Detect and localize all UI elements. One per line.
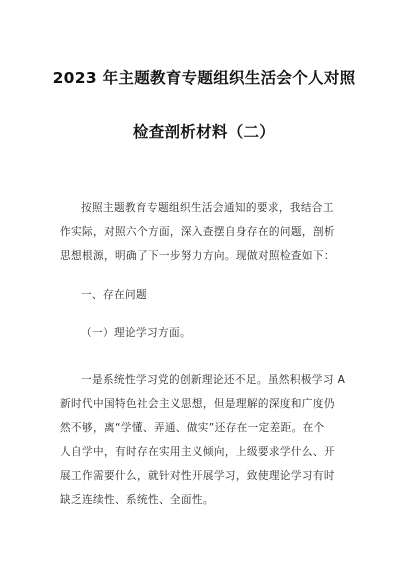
intro-line: 思想根源，明确了下一步努力方向。现做对照检查如下： (60, 250, 335, 262)
body-line: 展工作需要什么，就针对性开展学习，致使理论学习有时 (60, 470, 335, 482)
subsection-heading: （一）理论学习方面。 (81, 327, 191, 339)
intro-line: 作实际，对照六个方面，深入查摆自身存在的问题，剖析 (60, 226, 335, 238)
intro-line: 按照主题教育专题组织生活会通知的要求，我结合工 (81, 202, 334, 214)
document-title-line-2: 检查剖析材料（二） (132, 123, 276, 141)
body-line: 新时代中国特色社会主义思想，但是理解的深度和广度仍 (60, 398, 335, 410)
body-line: 缺乏连续性、系统性、全面性。 (60, 494, 214, 506)
body-line: 人自学中，有时存在实用主义倾向，上级要求学什么、开 (60, 446, 335, 458)
section-heading: 一、存在问题 (81, 289, 147, 301)
body-line: 然不够，离“学懂、弄通、做实”还存在一定差距。在个 (60, 422, 325, 434)
body-line: 一是系统性学习党的创新理论还不足。虽然积极学习 A (81, 374, 346, 386)
document-title-line-1: 2023 年主题教育专题组织生活会个人对照 (52, 69, 356, 87)
